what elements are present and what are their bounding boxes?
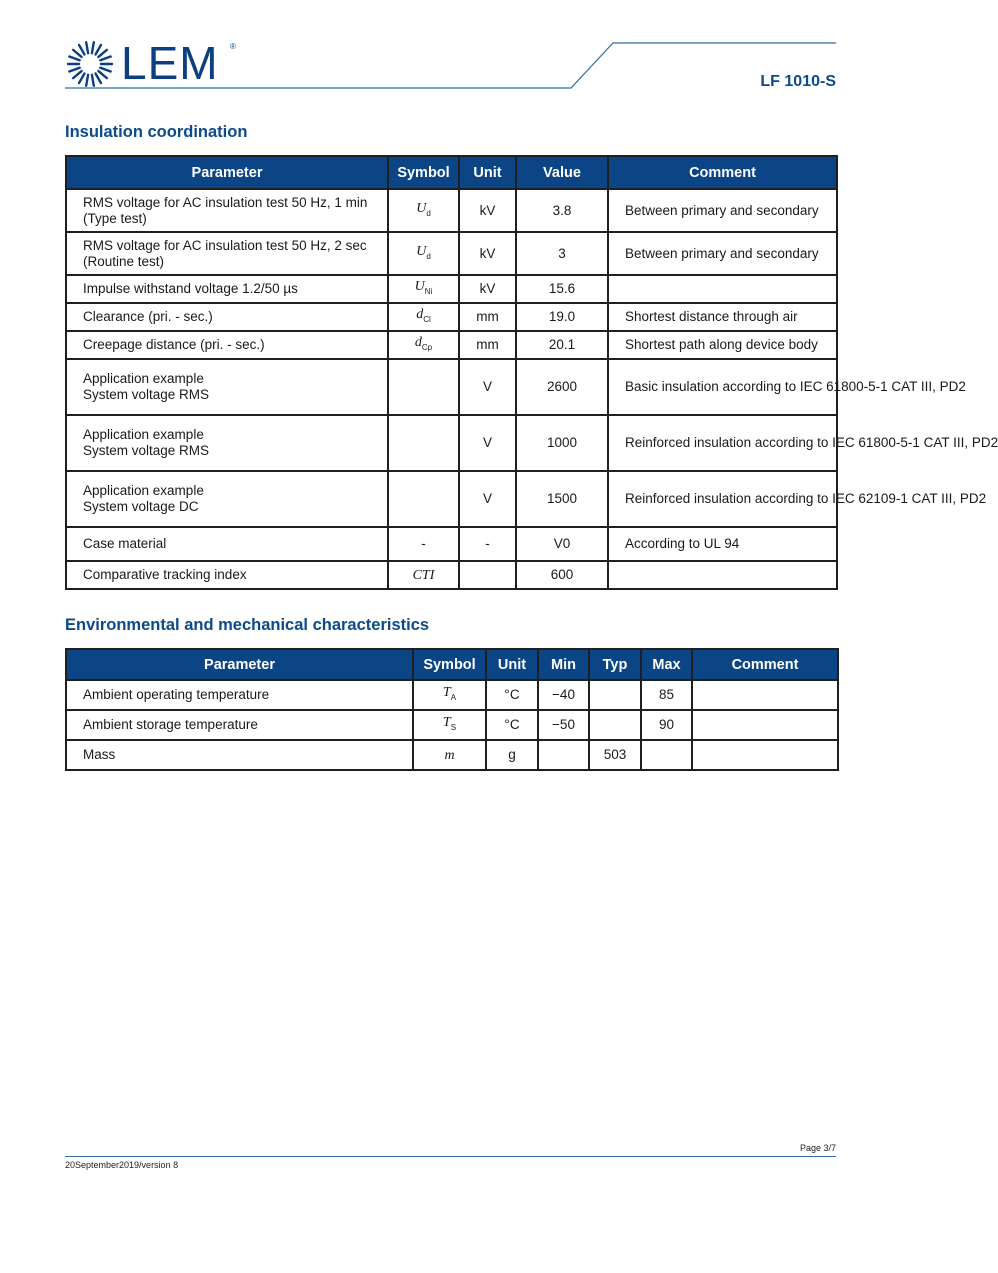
- value-cell: V0: [516, 527, 608, 561]
- unit-cell: mm: [459, 303, 516, 331]
- col-header-typ: Typ: [589, 649, 641, 680]
- environmental-section-title: Environmental and mechanical characteristics: [65, 616, 430, 634]
- parameter-cell: Creepage distance (pri. - sec.): [66, 331, 388, 359]
- max-cell: 85: [641, 680, 692, 710]
- sunburst-ray: [96, 74, 102, 84]
- parameter-cell: Application example System voltage DC: [66, 471, 388, 527]
- page-number: Page 3/7: [799, 1143, 836, 1153]
- symbol-cell: [388, 189, 459, 232]
- sunburst-ray: [86, 42, 88, 53]
- symbol-text: d: [414, 335, 422, 351]
- value-cell: 19.0: [516, 303, 608, 331]
- comment-cell: [692, 680, 838, 710]
- environmental-table: [65, 648, 839, 771]
- comment-cell: [608, 275, 837, 303]
- sunburst-ray: [98, 50, 106, 57]
- unit-cell: g: [486, 740, 538, 770]
- sunburst-ray: [96, 45, 102, 55]
- unit-cell: °C: [486, 710, 538, 740]
- min-cell: −40: [538, 680, 589, 710]
- comment-cell: [692, 740, 838, 770]
- sunburst-ray: [69, 68, 79, 72]
- symbol-text: T: [442, 715, 451, 731]
- symbol-subscript: Cp: [421, 342, 433, 352]
- symbol-text: U: [414, 279, 425, 295]
- symbol-subscript: S: [450, 722, 457, 732]
- value-cell: 2600: [516, 359, 608, 415]
- col-header-min: Min: [538, 649, 589, 680]
- registered-mark: ®: [230, 42, 236, 51]
- value-cell: 20.1: [516, 331, 608, 359]
- table-row: [66, 710, 838, 740]
- parameter-cell: Ambient operating temperature: [66, 680, 413, 710]
- parameter-cell: Impulse withstand voltage 1.2/50 µs: [66, 275, 388, 303]
- table-row: [66, 303, 837, 331]
- col-header-parameter: Parameter: [66, 156, 388, 189]
- typ-cell: [589, 680, 641, 710]
- symbol-text: T: [442, 685, 451, 701]
- symbol-subscript: Ni: [424, 286, 433, 296]
- table-row: [66, 680, 838, 710]
- sunburst-ray: [100, 56, 110, 60]
- unit-cell: V: [459, 415, 516, 471]
- unit-cell: kV: [459, 275, 516, 303]
- lem-logo: [66, 38, 266, 90]
- sunburst-ray: [73, 50, 81, 57]
- symbol-text: -: [421, 536, 426, 551]
- col-header-parameter: Parameter: [66, 649, 413, 680]
- parameter-cell: Comparative tracking index: [66, 561, 388, 589]
- parameter-cell: RMS voltage for AC insulation test 50 Hz, 2 sec (Routine test): [66, 232, 388, 275]
- comment-cell: Between primary and secondary: [608, 232, 837, 275]
- table-row: [66, 189, 837, 232]
- document-id: LF 1010-S: [760, 73, 836, 90]
- sunburst-ray: [79, 45, 85, 55]
- unit-cell: -: [459, 527, 516, 561]
- col-header-symbol: Symbol: [388, 156, 459, 189]
- symbol-cell: [388, 415, 459, 471]
- max-cell: [641, 740, 692, 770]
- value-cell: 3: [516, 232, 608, 275]
- col-header-unit: Unit: [459, 156, 516, 189]
- symbol-text: m: [444, 747, 455, 763]
- footer-rule: [65, 1156, 836, 1157]
- comment-cell: Reinforced insulation according to IEC 61800-5-1 CAT III, PD2: [608, 415, 837, 471]
- parameter-cell: Application example System voltage RMS: [66, 415, 388, 471]
- unit-cell: °C: [486, 680, 538, 710]
- col-header-comment: Comment: [692, 649, 838, 680]
- symbol-subscript: d: [426, 208, 431, 218]
- table-row: [66, 740, 838, 770]
- table-row: [66, 415, 837, 471]
- value-cell: 1500: [516, 471, 608, 527]
- col-header-comment: Comment: [608, 156, 837, 189]
- min-cell: [538, 740, 589, 770]
- symbol-cell: [388, 275, 459, 303]
- table-row: [66, 275, 837, 303]
- typ-cell: 503: [589, 740, 641, 770]
- value-cell: 15.6: [516, 275, 608, 303]
- symbol-cell: [388, 561, 459, 589]
- symbol-cell: [388, 527, 459, 561]
- symbol-text: CTI: [412, 567, 435, 583]
- parameter-cell: Application example System voltage RMS: [66, 359, 388, 415]
- col-header-symbol: Symbol: [413, 649, 486, 680]
- unit-cell: V: [459, 471, 516, 527]
- symbol-cell: [388, 359, 459, 415]
- insulation-section-title: Insulation coordination: [65, 123, 248, 141]
- sunburst-ray: [73, 71, 81, 78]
- version-date: 20September2019/version 8: [65, 1160, 179, 1170]
- value-cell: 3.8: [516, 189, 608, 232]
- sunburst-icon: [66, 40, 116, 90]
- insulation-table: [65, 155, 998, 590]
- col-header-max: Max: [641, 649, 692, 680]
- unit-cell: [459, 561, 516, 589]
- comment-cell: Shortest distance through air: [608, 303, 837, 331]
- table-header-row: [66, 649, 838, 680]
- table-row: [66, 359, 837, 415]
- unit-cell: mm: [459, 331, 516, 359]
- table-row: [66, 561, 837, 589]
- table-row: [66, 331, 837, 359]
- table-header-row: [66, 156, 837, 189]
- symbol-cell: [413, 740, 486, 770]
- sunburst-ray: [92, 75, 94, 86]
- symbol-cell: [413, 710, 486, 740]
- parameter-cell: Clearance (pri. - sec.): [66, 303, 388, 331]
- unit-cell: kV: [459, 232, 516, 275]
- symbol-cell: [413, 680, 486, 710]
- value-cell: 1000: [516, 415, 608, 471]
- symbol-subscript: A: [450, 692, 457, 702]
- min-cell: −50: [538, 710, 589, 740]
- symbol-cell: [388, 303, 459, 331]
- symbol-subscript: Cl: [423, 314, 431, 324]
- table-row: [66, 232, 837, 275]
- value-cell: 600: [516, 561, 608, 589]
- parameter-cell: Case material: [66, 527, 388, 561]
- comment-cell: According to UL 94: [608, 527, 837, 561]
- comment-cell: Shortest path along device body: [608, 331, 837, 359]
- sunburst-ray: [98, 71, 106, 78]
- symbol-subscript: d: [426, 251, 431, 261]
- sunburst-ray: [92, 42, 94, 53]
- symbol-cell: [388, 471, 459, 527]
- symbol-cell: [388, 232, 459, 275]
- sunburst-ray: [79, 74, 85, 84]
- comment-cell: Between primary and secondary: [608, 189, 837, 232]
- symbol-cell: [388, 331, 459, 359]
- col-header-unit: Unit: [486, 649, 538, 680]
- comment-cell: [692, 710, 838, 740]
- symbol-text: U: [416, 200, 427, 216]
- col-header-value: Value: [516, 156, 608, 189]
- typ-cell: [589, 710, 641, 740]
- comment-cell: Reinforced insulation according to IEC 62109-1 CAT III, PD2: [608, 471, 837, 527]
- unit-cell: kV: [459, 189, 516, 232]
- parameter-cell: Mass: [66, 740, 413, 770]
- sunburst-ray: [69, 56, 79, 60]
- table-row: [66, 471, 837, 527]
- parameter-cell: RMS voltage for AC insulation test 50 Hz, 1 min (Type test): [66, 189, 388, 232]
- table-row: [66, 527, 837, 561]
- sunburst-ray: [100, 68, 110, 72]
- symbol-text: d: [416, 307, 424, 323]
- sunburst-ray: [86, 75, 88, 86]
- parameter-cell: Ambient storage temperature: [66, 710, 413, 740]
- unit-cell: V: [459, 359, 516, 415]
- brand-name: LEM: [121, 37, 219, 89]
- comment-cell: Basic insulation according to IEC 61800-5-1 CAT III, PD2: [608, 359, 837, 415]
- comment-cell: [608, 561, 837, 589]
- symbol-text: U: [416, 243, 427, 259]
- max-cell: 90: [641, 710, 692, 740]
